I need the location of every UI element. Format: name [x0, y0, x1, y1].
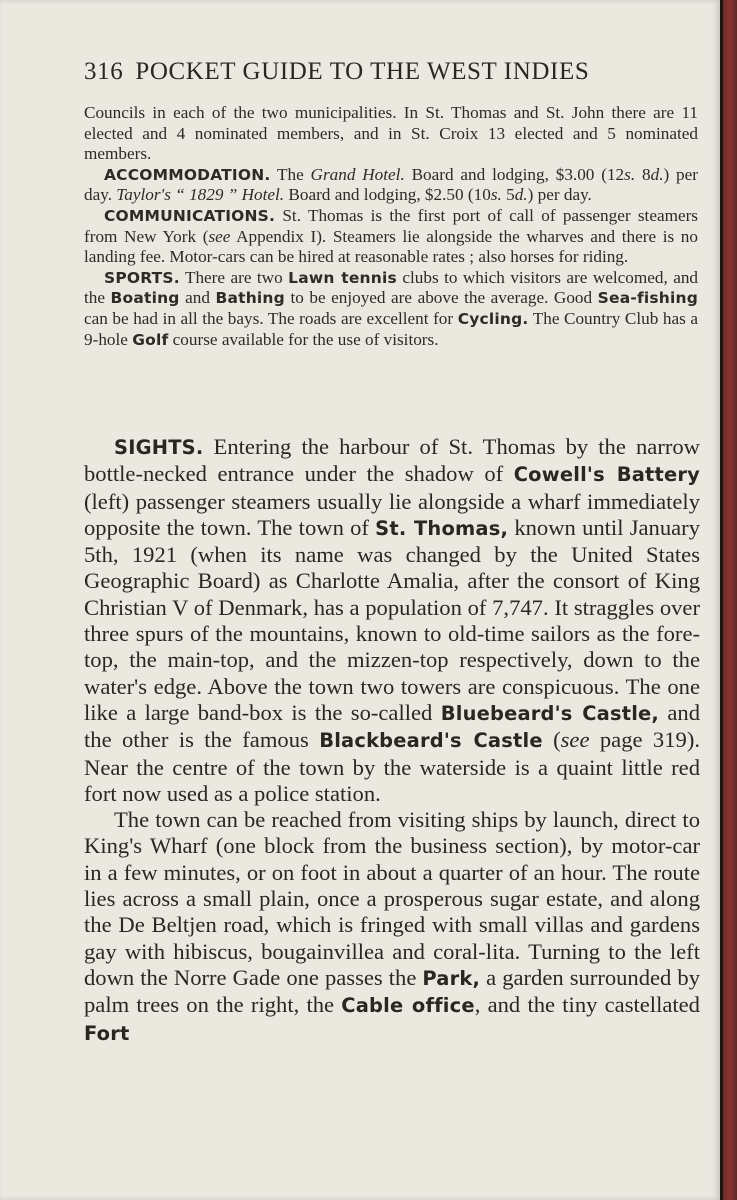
sights-section — [84, 434, 700, 1047]
sports-heading: SPORTS. — [104, 268, 180, 287]
accommodation-paragraph — [84, 165, 698, 206]
text-run: St. Thomas is the first port of call of passenger steamers from New York ( — [84, 205, 698, 246]
text-run: d. — [514, 185, 528, 205]
text-run: a garden surrounded by palm trees on the right, the — [84, 964, 700, 1018]
place-name: Fort — [84, 1021, 130, 1045]
keyword: Golf — [132, 330, 169, 349]
text-run: known until January 5th, 1921 (when its name was changed by the United States Geographic Board) as Charlotte Amalia, after the consort of King Christian V of Denmark, has a population of 7,747. It straggles over three spurs of the mountains, known to old-time sailors as the fore-top, the main-top, and the mizzen-top respectively, down to the water's edge. Above the town two towers are conspicuous. The one like a large band-box is the so-called — [84, 514, 700, 725]
text-run: (left) passenger steamers usually lie alongside a wharf immediately opposite the town. The town of — [84, 488, 700, 540]
sights-paragraph — [84, 434, 700, 807]
keyword: Sea-fishing — [597, 289, 699, 308]
text-run: There are two — [179, 267, 289, 287]
place-name: Bluebeard's Castle, — [440, 701, 660, 725]
text-run: The Country Club has a 9-hole — [84, 308, 698, 349]
text-run: and the other is the famous — [84, 699, 700, 753]
text-run: Board and lodging, $3.00 (12 — [404, 164, 625, 184]
text-run: ) per day. — [84, 164, 698, 205]
text-run: can be had in all the bays. The roads are excellent for — [84, 308, 458, 328]
place-name: Cable office — [341, 994, 475, 1018]
communications-paragraph — [84, 206, 698, 268]
place-name: Cowell's Battery — [513, 463, 700, 487]
book-binding-edge — [720, 0, 737, 1200]
text-run: Entering the harbour of St. Thomas by the narrow bottle-necked entrance under the shadow of — [84, 434, 700, 487]
text-run: page 319). Near the centre of the town by the waterside is a quaint little red fort now used as a police station. — [84, 727, 700, 806]
text-run: The — [270, 164, 311, 184]
text-run: Board and lodging, $2.50 (10 — [284, 185, 491, 205]
text-run: 8 — [635, 164, 651, 184]
keyword: Boating — [110, 289, 180, 308]
text-run: to be enjoyed are above the average. Good — [284, 288, 598, 308]
communications-heading: COMMUNICATIONS. — [104, 206, 276, 225]
text-run: s. — [624, 164, 636, 184]
text-run: , and the tiny castellated — [474, 992, 700, 1018]
hotel-name: Grand Hotel. — [310, 164, 405, 184]
keyword: Lawn tennis — [288, 268, 397, 287]
running-header — [84, 58, 704, 86]
text-run: see — [208, 226, 231, 246]
place-name: St. Thomas, — [375, 516, 509, 540]
place-name: Blackbeard's Castle — [319, 729, 543, 753]
text-run: see — [560, 727, 590, 753]
text-run: and — [179, 288, 216, 308]
text-run: ( — [542, 727, 561, 753]
text-run: ) per day. — [527, 185, 592, 205]
practical-info-block — [84, 103, 698, 350]
intro-paragraph: Councils in each of the two municipalities. In St. Thomas and St. John there are 11 elected and 4 nominated members, and in St. Croix 13 elected and 5 nominated members. — [84, 103, 698, 164]
text-run: course available for the use of visitors. — [168, 329, 439, 349]
text-run: clubs to which visitors are welcomed, and the — [84, 267, 699, 308]
text-run: Appendix I). Steamers lie alongside the wharves and there is no landing fee. Motor-cars can be hired at reasonable rates ; also horses for riding. — [84, 226, 698, 267]
text-run: The town can be reached from visiting ships by launch, direct to King's Wharf (one block from the business section), by motor-car in a few minutes, or on foot in about a quarter of an hour. The route lies across a small plain, once a prosperous sugar estate, and along the De Beltjen road, which is fringed with small villas and gardens gay with hibiscus, bougainvillea and coral-lita. Turning to the left down the Norre Gade one passes the — [84, 807, 700, 990]
page-number: 316 — [84, 58, 124, 85]
place-name: Park, — [422, 966, 481, 990]
text-run: 5 — [501, 185, 515, 205]
hotel-name: Taylor's “ 1829 ” Hotel. — [116, 185, 285, 205]
keyword: Bathing — [215, 289, 285, 308]
town-paragraph — [84, 807, 700, 1047]
sights-heading: SIGHTS. — [114, 436, 204, 459]
text-run: d. — [650, 164, 664, 184]
text-run: s. — [490, 185, 502, 205]
keyword: Cycling. — [457, 309, 529, 328]
running-title: POCKET GUIDE TO THE WEST INDIES — [135, 58, 590, 85]
sports-paragraph — [84, 268, 698, 350]
accommodation-heading: ACCOMMODATION. — [104, 165, 271, 184]
